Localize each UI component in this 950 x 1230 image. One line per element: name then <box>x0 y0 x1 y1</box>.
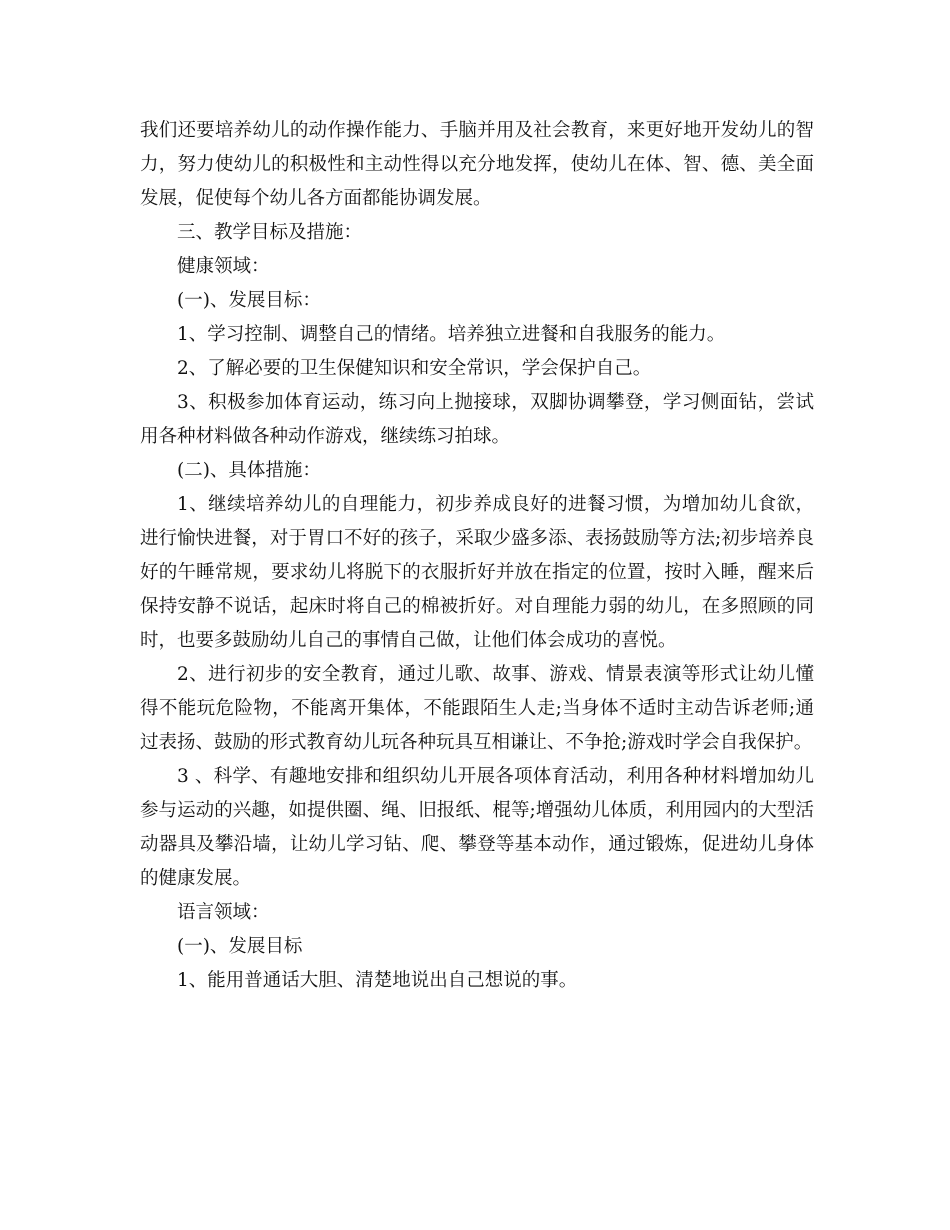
list-item-health-goal-2: 2、了解必要的卫生保健知识和安全常识，学会保护自己。 <box>177 358 652 379</box>
heading-health-domain: 健康领域： <box>177 256 270 277</box>
heading-language-development-goals: (一)、发展目标 <box>177 936 303 957</box>
list-item-health-measure-1: 1、继续培养幼儿的自理能力，初步养成良好的进餐习惯，为增加幼儿食欲，进行愉快进餐，对于胃口不好的孩子，采取少盛多添、表扬鼓励等方法;初步培养良好的午睡常规，要求幼儿将脱下的衣服折好并放在指定的位置，按时入睡，醒来后保持安静不说话，起床时将自己的棉被折好。对自理能力弱的幼儿，在多照顾的同时，也要多鼓励幼儿自己的事情自己做，让他们体会成功的喜悦。 <box>140 494 814 651</box>
paragraph-intro: 我们还要培养幼儿的动作操作能力、手脑并用及社会教育，来更好地开发幼儿的智力，努力使幼儿的积极性和主动性得以充分地发挥，使幼儿在体、智、德、美全面发展，促使每个幼儿各方面都能协调发展。 <box>140 120 814 209</box>
heading-language-domain: 语言领域： <box>177 902 270 923</box>
heading-teaching-goals: 三、教学目标及措施： <box>177 222 363 243</box>
list-item-health-measure-2: 2、进行初步的安全教育，通过儿歌、故事、游戏、情景表演等形式让幼儿懂得不能玩危险物，不能离开集体，不能跟陌生人走;当身体不适时主动告诉老师;通过表扬、鼓励的形式教育幼儿玩各种玩具互相谦让、不争抢;游戏时学会自我保护。 <box>140 664 814 753</box>
list-item-health-goal-3: 3、积极参加体育运动，练习向上抛接球，双脚协调攀登，学习侧面钻，尝试用各种材料做各种动作游戏，继续练习拍球。 <box>140 392 814 447</box>
list-item-health-measure-3: 3 、科学、有趣地安排和组织幼儿开展各项体育活动，利用各种材料增加幼儿参与运动的兴趣，如提供圈、绳、旧报纸、棍等;增强幼儿体质，利用园内的大型活动器具及攀沿墙，让幼儿学习钻、爬、攀登等基本动作，通过锻炼，促进幼儿身体的健康发展。 <box>140 766 814 889</box>
list-item-language-goal-1: 1、能用普通话大胆、清楚地说出自己想说的事。 <box>177 970 578 991</box>
heading-health-measures: (二)、具体措施： <box>177 460 321 481</box>
heading-health-development-goals: (一)、发展目标： <box>177 290 321 311</box>
list-item-health-goal-1: 1、学习控制、调整自己的情绪。培养独立进餐和自我服务的能力。 <box>177 324 726 345</box>
